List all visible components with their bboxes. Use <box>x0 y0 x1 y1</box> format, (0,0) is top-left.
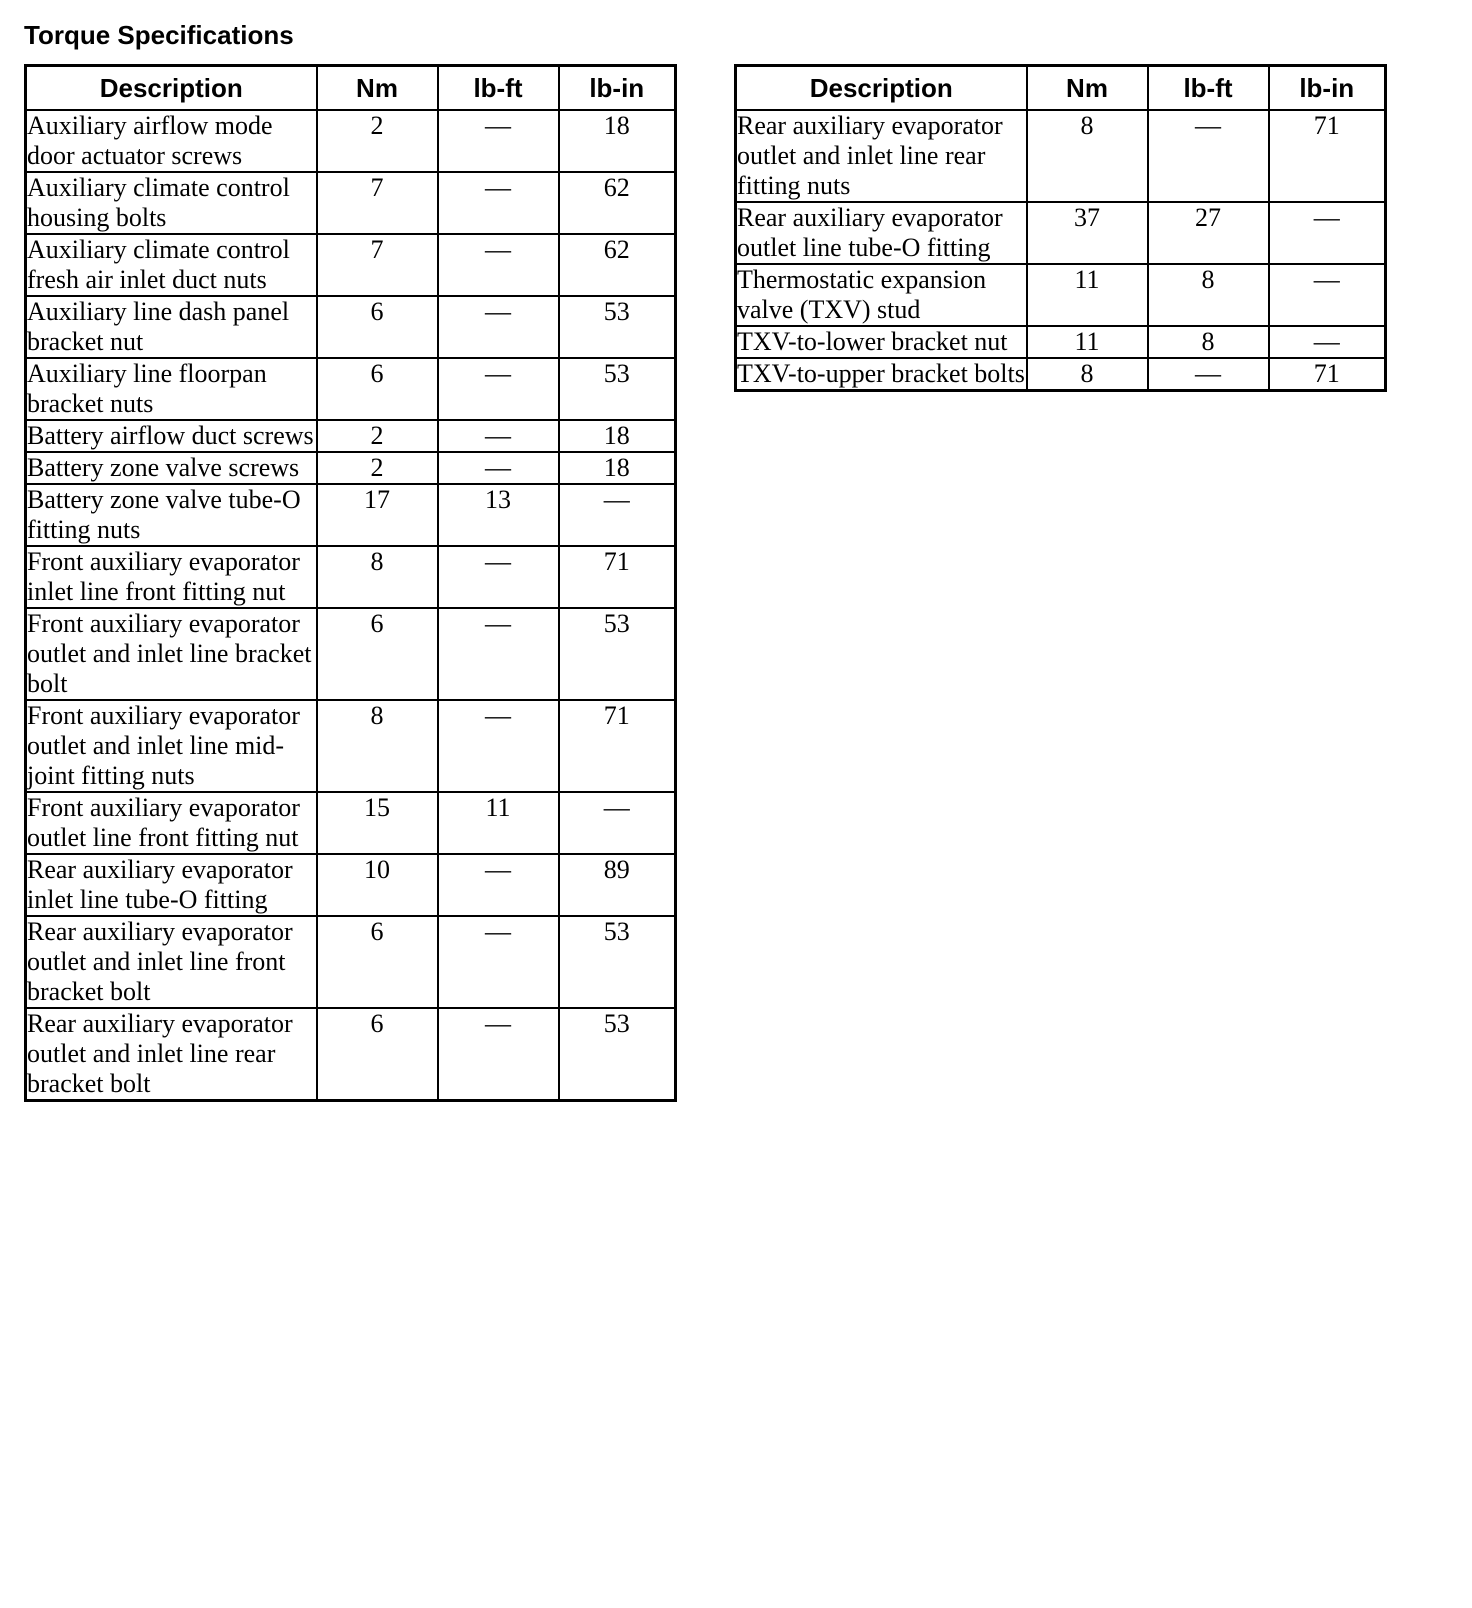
description-cell: Battery zone valve screws <box>26 452 317 484</box>
column-header-lb-in: lb-in <box>1269 66 1386 111</box>
nm-cell: 15 <box>317 792 438 854</box>
nm-cell: 7 <box>317 234 438 296</box>
torque-table-right <box>734 64 1387 392</box>
nm-cell: 7 <box>317 172 438 234</box>
lb-ft-cell: 27 <box>1148 202 1269 264</box>
table-row <box>26 234 676 296</box>
table-row <box>26 420 676 452</box>
lb-in-cell: — <box>559 484 676 546</box>
lb-in-cell: 18 <box>559 420 676 452</box>
lb-ft-cell: — <box>438 608 559 700</box>
lb-in-cell: 62 <box>559 172 676 234</box>
description-cell: Front auxiliary evaporator outlet line front fitting nut <box>26 792 317 854</box>
lb-ft-cell: — <box>438 358 559 420</box>
lb-ft-cell: — <box>438 700 559 792</box>
lb-ft-cell: 13 <box>438 484 559 546</box>
description-cell: Rear auxiliary evaporator outlet and inlet line rear fitting nuts <box>736 110 1027 202</box>
nm-cell: 11 <box>1027 264 1148 326</box>
page-title: Torque Specifications <box>24 20 294 50</box>
table-row <box>736 326 1386 358</box>
lb-in-cell: — <box>1269 326 1386 358</box>
lb-ft-cell: — <box>438 172 559 234</box>
table-row <box>26 296 676 358</box>
lb-in-cell: 53 <box>559 1008 676 1101</box>
lb-ft-cell: 8 <box>1148 326 1269 358</box>
lb-in-cell: 71 <box>1269 110 1386 202</box>
column-header-description: Description <box>736 66 1027 111</box>
lb-in-cell: 62 <box>559 234 676 296</box>
description-cell: TXV-to-lower bracket nut <box>736 326 1027 358</box>
description-cell: Rear auxiliary evaporator outlet line tube-O fitting <box>736 202 1027 264</box>
nm-cell: 8 <box>317 546 438 608</box>
lb-in-cell: — <box>1269 202 1386 264</box>
description-cell: Rear auxiliary evaporator outlet and inlet line front bracket bolt <box>26 916 317 1008</box>
description-cell: Rear auxiliary evaporator outlet and inlet line rear bracket bolt <box>26 1008 317 1101</box>
nm-cell: 6 <box>317 1008 438 1101</box>
table-row <box>736 110 1386 202</box>
header-row <box>736 66 1386 111</box>
lb-ft-cell: — <box>1148 110 1269 202</box>
table-row <box>26 110 676 172</box>
table-row <box>26 452 676 484</box>
lb-in-cell: 18 <box>559 452 676 484</box>
table-row <box>26 358 676 420</box>
description-cell: Front auxiliary evaporator inlet line front fitting nut <box>26 546 317 608</box>
column-header-nm: Nm <box>317 66 438 111</box>
nm-cell: 6 <box>317 296 438 358</box>
lb-in-cell: 53 <box>559 608 676 700</box>
lb-in-cell: 18 <box>559 110 676 172</box>
lb-ft-cell: 11 <box>438 792 559 854</box>
nm-cell: 2 <box>317 110 438 172</box>
description-cell: Battery airflow duct screws <box>26 420 317 452</box>
description-cell: Auxiliary climate control housing bolts <box>26 172 317 234</box>
description-cell: Front auxiliary evaporator outlet and inlet line bracket bolt <box>26 608 317 700</box>
description-cell: Auxiliary line dash panel bracket nut <box>26 296 317 358</box>
lb-ft-cell: — <box>438 296 559 358</box>
table-row <box>26 916 676 1008</box>
lb-in-cell: 53 <box>559 916 676 1008</box>
table-row <box>26 700 676 792</box>
lb-ft-cell: — <box>438 110 559 172</box>
table-row <box>736 264 1386 326</box>
nm-cell: 11 <box>1027 326 1148 358</box>
lb-in-cell: 89 <box>559 854 676 916</box>
lb-ft-cell: — <box>438 854 559 916</box>
nm-cell: 8 <box>317 700 438 792</box>
table-row <box>26 792 676 854</box>
table-row <box>26 854 676 916</box>
lb-ft-cell: — <box>438 420 559 452</box>
nm-cell: 6 <box>317 358 438 420</box>
description-cell: Front auxiliary evaporator outlet and inlet line mid-joint fitting nuts <box>26 700 317 792</box>
lb-ft-cell: — <box>438 546 559 608</box>
lb-in-cell: — <box>1269 264 1386 326</box>
lb-in-cell: 71 <box>1269 358 1386 391</box>
torque-table-left <box>24 64 677 1102</box>
description-cell: Auxiliary airflow mode door actuator screws <box>26 110 317 172</box>
lb-in-cell: — <box>559 792 676 854</box>
column-header-description: Description <box>26 66 317 111</box>
table-row <box>26 1008 676 1101</box>
table-row <box>26 546 676 608</box>
nm-cell: 2 <box>317 420 438 452</box>
nm-cell: 2 <box>317 452 438 484</box>
description-cell: Thermostatic expansion valve (TXV) stud <box>736 264 1027 326</box>
lb-ft-cell: — <box>438 916 559 1008</box>
table-row <box>26 484 676 546</box>
lb-in-cell: 71 <box>559 700 676 792</box>
table-row <box>736 202 1386 264</box>
lb-ft-cell: — <box>438 1008 559 1101</box>
nm-cell: 6 <box>317 608 438 700</box>
nm-cell: 37 <box>1027 202 1148 264</box>
nm-cell: 17 <box>317 484 438 546</box>
description-cell: Battery zone valve tube-O fitting nuts <box>26 484 317 546</box>
column-header-lb-ft: lb-ft <box>1148 66 1269 111</box>
lb-ft-cell: — <box>1148 358 1269 391</box>
column-header-lb-ft: lb-ft <box>438 66 559 111</box>
nm-cell: 8 <box>1027 110 1148 202</box>
nm-cell: 10 <box>317 854 438 916</box>
column-header-lb-in: lb-in <box>559 66 676 111</box>
table-row <box>26 608 676 700</box>
lb-ft-cell: 8 <box>1148 264 1269 326</box>
description-cell: TXV-to-upper bracket bolts <box>736 358 1027 391</box>
lb-in-cell: 71 <box>559 546 676 608</box>
nm-cell: 6 <box>317 916 438 1008</box>
lb-ft-cell: — <box>438 452 559 484</box>
description-cell: Rear auxiliary evaporator inlet line tube-O fitting <box>26 854 317 916</box>
table-row <box>26 172 676 234</box>
lb-in-cell: 53 <box>559 296 676 358</box>
table-row <box>736 358 1386 391</box>
lb-in-cell: 53 <box>559 358 676 420</box>
lb-ft-cell: — <box>438 234 559 296</box>
column-header-nm: Nm <box>1027 66 1148 111</box>
description-cell: Auxiliary climate control fresh air inlet duct nuts <box>26 234 317 296</box>
nm-cell: 8 <box>1027 358 1148 391</box>
description-cell: Auxiliary line floorpan bracket nuts <box>26 358 317 420</box>
header-row <box>26 66 676 111</box>
